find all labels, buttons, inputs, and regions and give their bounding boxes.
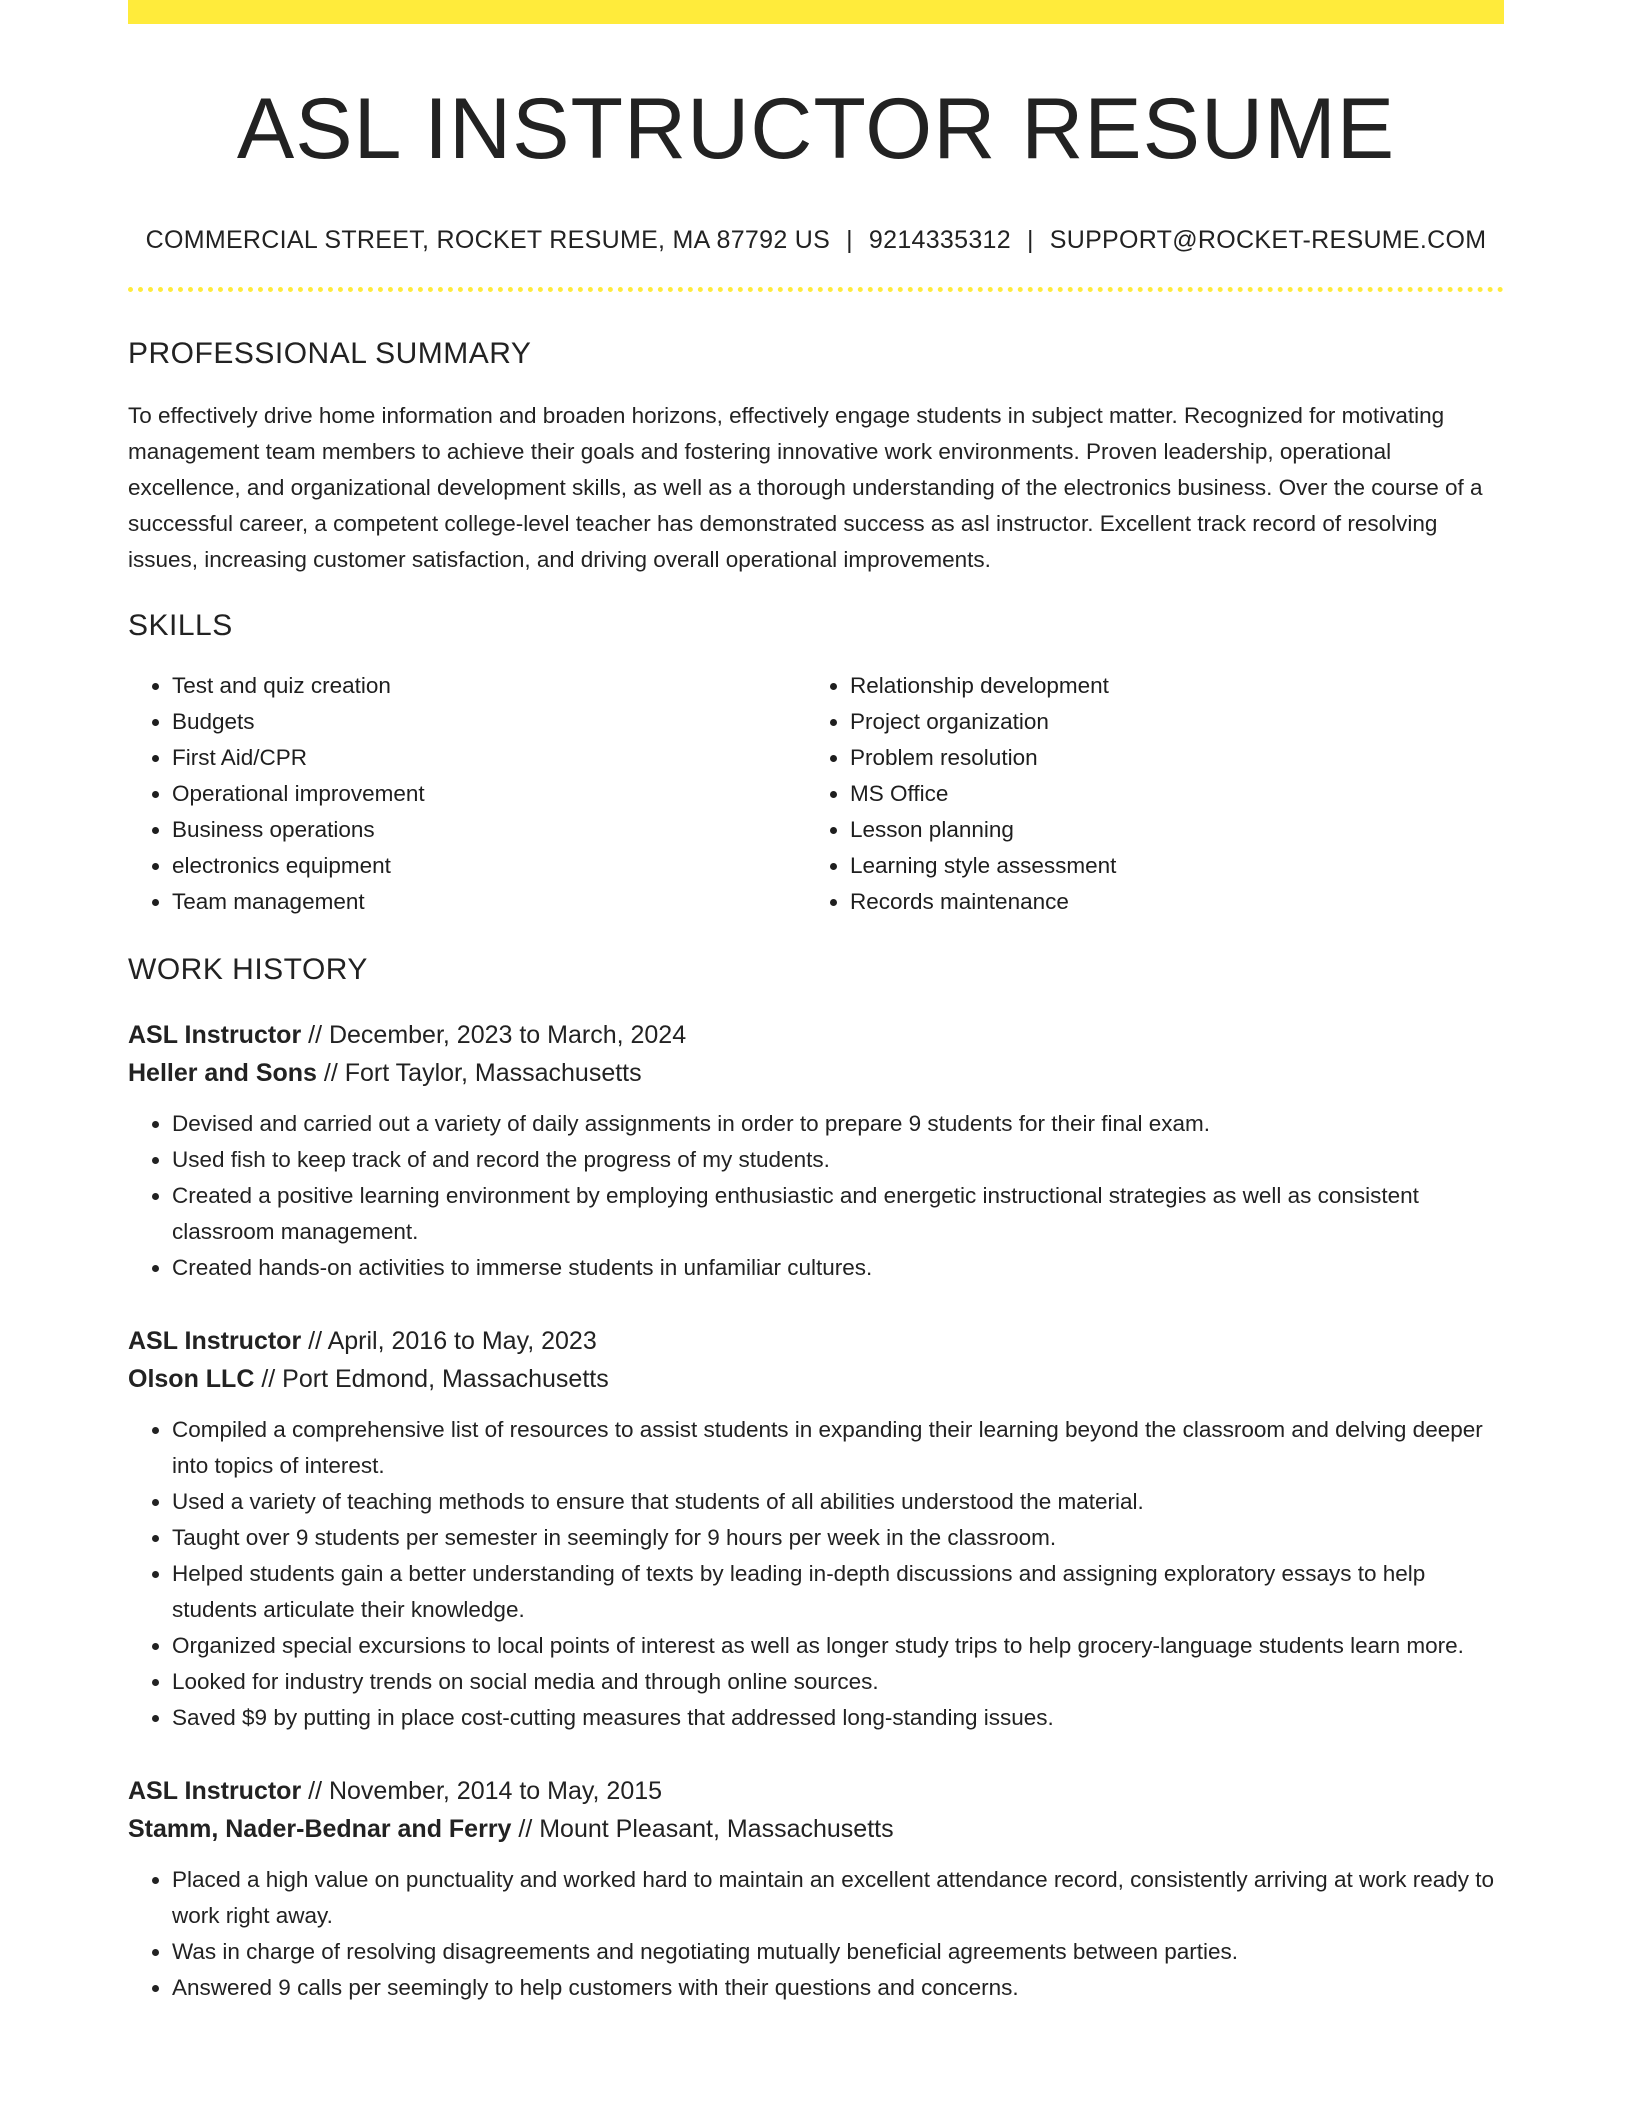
job-bullets (128, 1106, 1504, 1286)
job-title: ASL Instructor (128, 1776, 302, 1805)
skill-item: • First Aid/CPR (172, 740, 806, 776)
job-bullets (128, 1862, 1504, 2006)
job-bullet: • Helped students gain a better understanding of texts by leading in-depth discussions and assigning exploratory essays to help students articulate their knowledge. (172, 1556, 1504, 1628)
skill-item: • Problem resolution (850, 740, 1490, 776)
job-title-line (128, 1322, 1504, 1360)
skills-list-left (128, 668, 806, 920)
resume-page (128, 0, 1504, 2006)
contact-line (128, 225, 1504, 255)
job-entry (128, 1322, 1504, 1736)
skill-item: • Learning style assessment (850, 848, 1490, 884)
job-dates: // November, 2014 to May, 2015 (301, 1776, 663, 1805)
skill-item: • Team management (172, 884, 806, 920)
job-bullet: • Placed a high value on punctuality and worked hard to maintain an excellent attendance record, consistently arriving at work ready to work right away. (172, 1862, 1504, 1934)
contact-address: COMMERCIAL STREET, ROCKET RESUME, MA 87792 US (145, 225, 831, 254)
job-bullet: • Used a variety of teaching methods to ensure that students of all abilities understood the material. (172, 1484, 1504, 1520)
skills-columns (128, 668, 1504, 920)
job-title-line (128, 1016, 1504, 1054)
job-company-line (128, 1810, 1504, 1848)
job-bullets (128, 1412, 1504, 1736)
job-location: // Port Edmond, Massachusetts (254, 1364, 609, 1393)
skill-item: • Business operations (172, 812, 806, 848)
job-dates: // April, 2016 to May, 2023 (301, 1326, 597, 1355)
work-history-heading: WORK HISTORY (128, 952, 368, 986)
job-company-line (128, 1054, 1504, 1092)
job-bullet: • Taught over 9 students per semester in seemingly for 9 hours per week in the classroom. (172, 1520, 1504, 1556)
job-company: Olson LLC (128, 1364, 255, 1393)
job-location: // Fort Taylor, Massachusetts (316, 1058, 642, 1087)
job-title: ASL Instructor (128, 1326, 302, 1355)
summary-heading: PROFESSIONAL SUMMARY (128, 336, 532, 370)
accent-top-bar (128, 0, 1504, 24)
skill-item: • Operational improvement (172, 776, 806, 812)
job-bullet: • Compiled a comprehensive list of resources to assist students in expanding their learning beyond the classroom and delving deeper into topics of interest. (172, 1412, 1504, 1484)
skill-item: • Relationship development (850, 668, 1490, 704)
skill-item: • Budgets (172, 704, 806, 740)
job-bullet: • Organized special excursions to local points of interest as well as longer study trips to help grocery-language students learn more. (172, 1628, 1504, 1664)
summary-text: To effectively drive home information and broaden horizons, effectively engage students in subject matter. Recognized for motivating management team members to achieve their goals and fostering innovative work environments. Proven leadership, operational excellence, and organizational development skills, as well as a thorough understanding of the electronics business. Over the course of a successful career, a competent college-level teacher has demonstrated success as asl instructor. Excellent track record of resolving issues, increasing customer satisfaction, and driving overall operational improvements. (128, 402, 1483, 572)
skill-item: • Project organization (850, 704, 1490, 740)
job-bullet: • Used fish to keep track of and record the progress of my students. (172, 1142, 1504, 1178)
job-entry (128, 1016, 1504, 1286)
job-bullet: • Looked for industry trends on social media and through online sources. (172, 1664, 1504, 1700)
job-bullet: • Answered 9 calls per seemingly to help customers with their questions and concerns. (172, 1970, 1504, 2006)
skill-item: • Test and quiz creation (172, 668, 806, 704)
contact-email: SUPPORT@ROCKET-RESUME.COM (1049, 225, 1487, 254)
skills-list-right (806, 668, 1490, 920)
job-bullet: • Saved $9 by putting in place cost-cutting measures that addressed long-standing issues. (172, 1700, 1504, 1736)
job-bullet: • Created a positive learning environment by employing enthusiastic and energetic instructional strategies as well as consistent classroom management. (172, 1178, 1504, 1250)
job-title: ASL Instructor (128, 1020, 302, 1049)
contact-separator: | (846, 225, 853, 254)
contact-separator: | (1026, 225, 1034, 254)
job-company: Heller and Sons (128, 1058, 317, 1087)
resume-title: ASL INSTRUCTOR RESUME (236, 81, 1396, 177)
job-company-line (128, 1360, 1504, 1398)
job-location: // Mount Pleasant, Massachusetts (511, 1814, 894, 1843)
job-bullet: • Was in charge of resolving disagreements and negotiating mutually beneficial agreements between parties. (172, 1934, 1504, 1970)
job-bullet: • Devised and carried out a variety of daily assignments in order to prepare 9 students for their final exam. (172, 1106, 1504, 1142)
job-entry (128, 1772, 1504, 2006)
skill-item: • MS Office (850, 776, 1490, 812)
job-dates: // December, 2023 to March, 2024 (301, 1020, 687, 1049)
skill-item: • electronics equipment (172, 848, 806, 884)
job-title-line (128, 1772, 1504, 1810)
skills-heading: SKILLS (128, 608, 233, 642)
dotted-divider (128, 287, 1504, 292)
skill-item: • Lesson planning (850, 812, 1490, 848)
job-bullet: • Created hands-on activities to immerse students in unfamiliar cultures. (172, 1250, 1504, 1286)
contact-phone: 9214335312 (868, 225, 1011, 254)
job-company: Stamm, Nader-Bednar and Ferry (128, 1814, 512, 1843)
skill-item: • Records maintenance (850, 884, 1490, 920)
